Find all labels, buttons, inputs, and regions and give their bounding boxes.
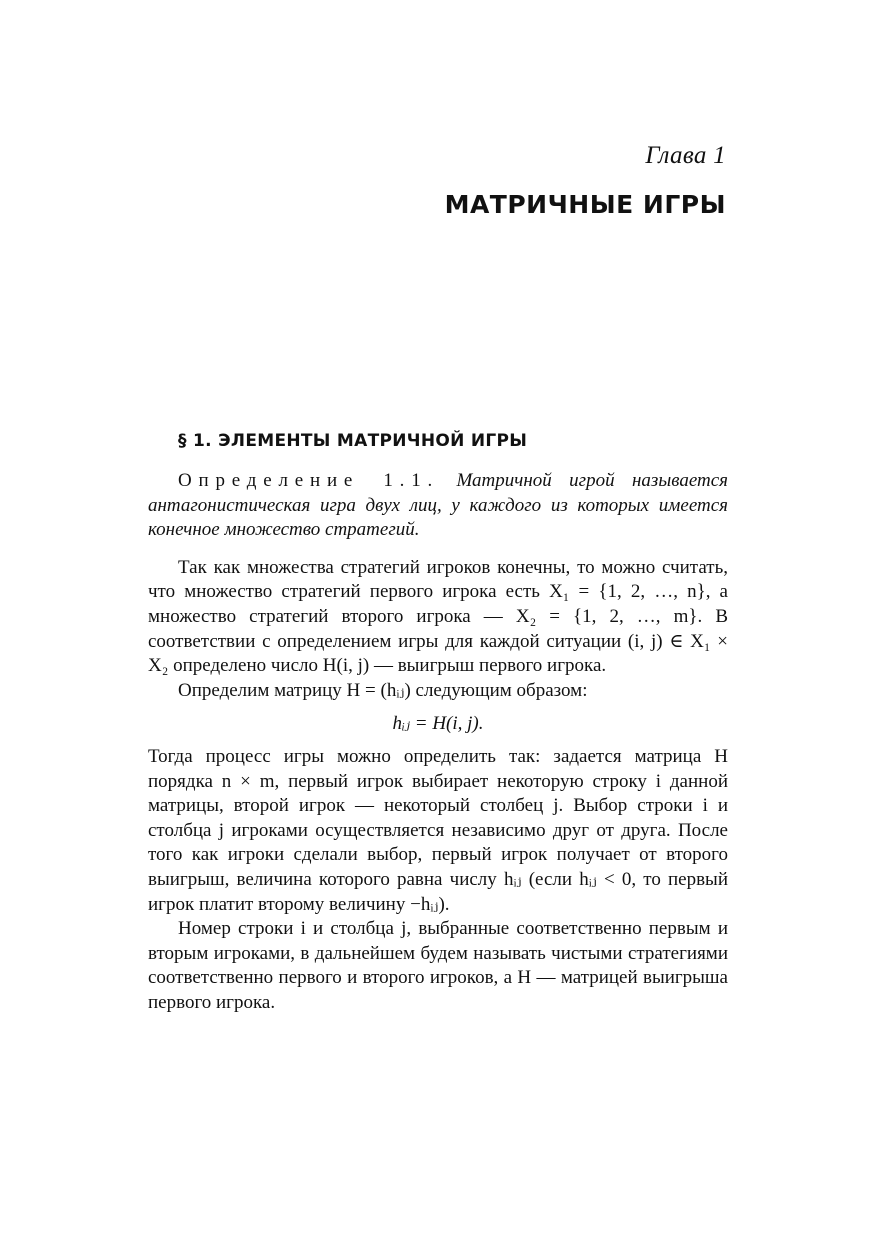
- paragraph-strategy-sets: Так как множества стратегий игроков конечны, то можно считать, что множество стратегий первого игрока есть X₁ = {1, 2, …, n}, а множество стратегий второго игрока — X₂ = {1, 2, …, m}. В соответствии с определением игры для каждой ситуации (i, j) ∈ X₁ × X₂ определено число H(i, j) — выигрыш первого игрока.: [148, 556, 728, 677]
- paragraph-pure-strategies: Номер строки i и столбца j, выбранные соответственно первым и вторым игроками, в дальнейшем будем называть чистыми стратегиями соответственно первого и второго игроков, а H — матрицей выигрыша первого игрока.: [148, 918, 728, 1013]
- chapter-title: МАТРИЧНЫЕ ИГРЫ: [444, 190, 726, 219]
- definition-text: Матричной игрой называется антагонистическая игра двух лиц, у каждого из которых имеется конечное множество стратегий.: [148, 470, 729, 541]
- body-text: [148, 469, 728, 1015]
- paragraph-game-process: Тогда процесс игры можно определить так: задается матрица H порядка n × m, первый игрок выбирает некоторую строку i данной матрицы, второй игрок — некоторый столбец j. Выбор строки i и столбца j игроками осуществляется независимо друг от друга. После того как игроки сделали выбор, первый игрок получает от второго выигрыш, величина которого равна числу hᵢⱼ (если hᵢⱼ < 0, то первый игрок платит второму величину −hᵢⱼ).: [148, 745, 728, 915]
- definition-1-1: [148, 469, 728, 543]
- chapter-label: Глава 1: [645, 142, 726, 169]
- formula-payoff: hᵢⱼ = H(i, j).: [392, 713, 484, 735]
- section-title: § 1. ЭЛЕМЕНТЫ МАТРИЧНОЙ ИГРЫ: [178, 431, 528, 451]
- paragraph-define-matrix: Определим матрицу H = (hᵢⱼ) следующим образом:: [178, 679, 588, 701]
- definition-label: Определение 1.1.: [178, 470, 440, 491]
